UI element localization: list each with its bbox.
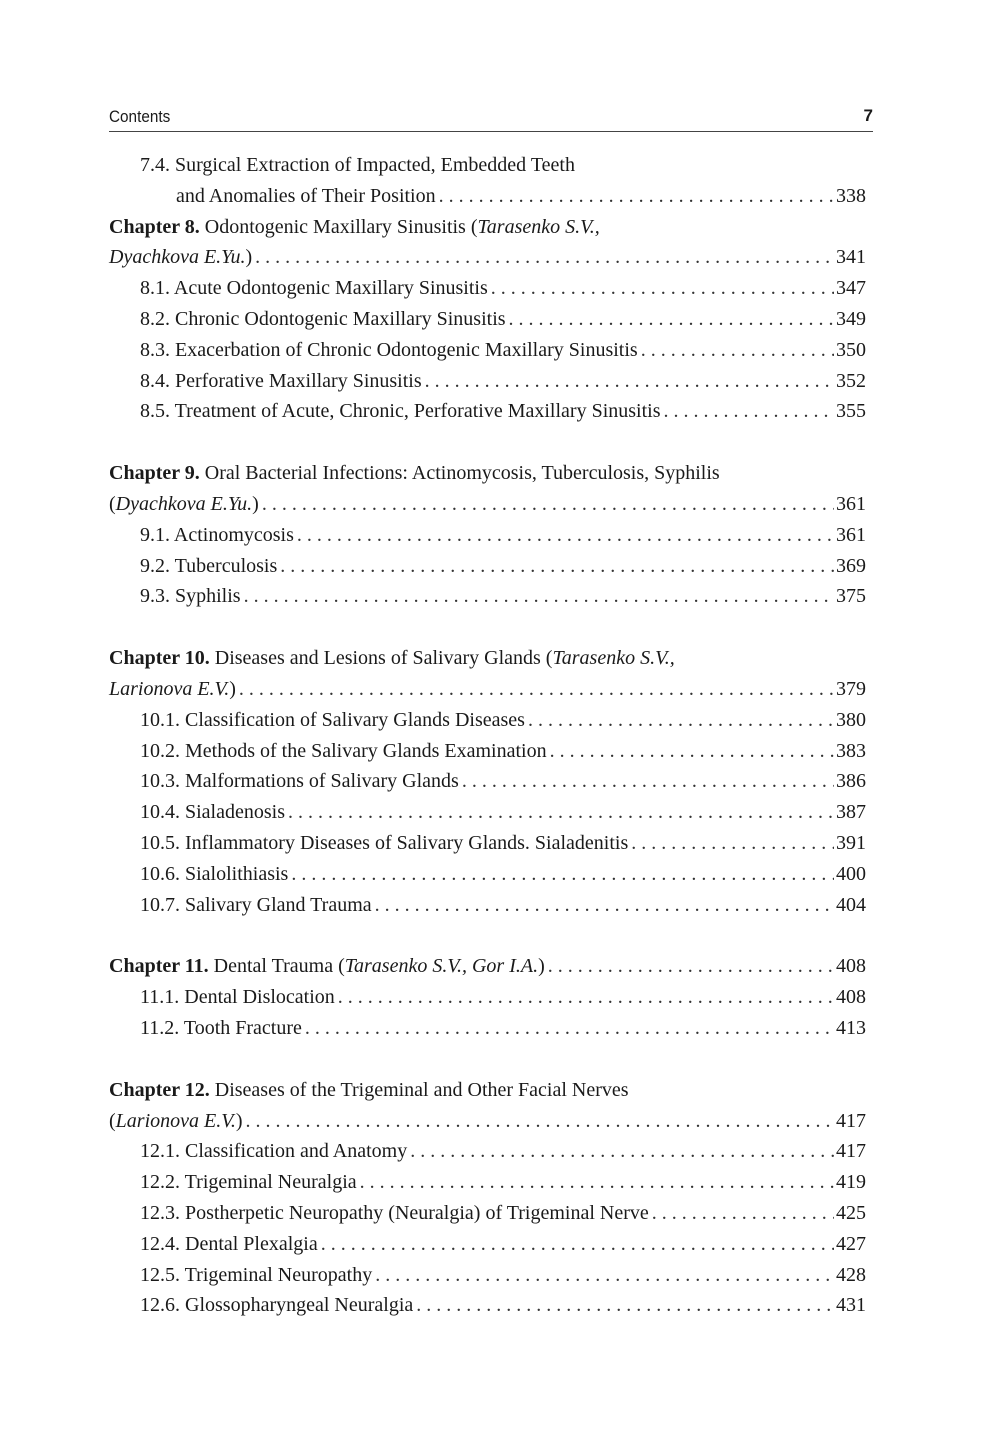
toc-entry-title: 12.4. Dental Plexalgia (140, 1232, 318, 1255)
chapter-title: Diseases of the Trigeminal and Other Facial Nerves (214, 1078, 629, 1101)
chapter-8-heading-line1 (109, 212, 866, 243)
toc-page-number: 387 (836, 801, 866, 824)
toc-entry-title: 10.7. Salivary Gland Trauma (140, 893, 372, 916)
toc-page-number: 419 (836, 1171, 866, 1194)
toc-entry-11-2[interactable] (109, 1013, 866, 1044)
chapter-label: Chapter 11. (109, 955, 209, 978)
toc-page-number: 383 (836, 739, 866, 762)
toc-page-number: 380 (836, 708, 866, 731)
dot-leader (410, 1136, 834, 1167)
dot-leader (288, 797, 834, 828)
dot-leader (291, 859, 834, 890)
dot-leader (246, 1106, 834, 1137)
dot-leader (664, 396, 835, 427)
toc-page-number: 350 (836, 338, 866, 361)
dot-leader (305, 1013, 834, 1044)
dot-leader (239, 674, 834, 705)
toc-page-number: 341 (836, 246, 866, 269)
dot-leader (321, 1229, 834, 1260)
toc-page-number: 425 (836, 1201, 866, 1224)
toc-page-number: 427 (836, 1232, 866, 1255)
chapter-authors: Tarasenko S.V., (552, 647, 675, 670)
toc-entry-title: 12.5. Trigeminal Neuropathy (140, 1263, 373, 1286)
toc-entry-12-1[interactable] (109, 1136, 866, 1167)
running-head (109, 104, 873, 132)
toc-page-number: 408 (836, 986, 866, 1009)
dot-leader (375, 890, 834, 921)
toc-entry-8-1[interactable] (109, 273, 866, 304)
toc-page-number: 347 (836, 277, 866, 300)
chapter-11-heading[interactable] (109, 951, 866, 982)
opening-paren: ( (109, 492, 116, 515)
closing-paren: ) (538, 955, 545, 978)
toc-entry-10-1[interactable] (109, 705, 866, 736)
toc-page-number: 400 (836, 862, 866, 885)
toc-entry-title: 9.1. Actinomycosis (140, 523, 294, 546)
toc-page-number: 361 (836, 492, 866, 515)
chapter-12-heading-line1 (109, 1075, 866, 1106)
dot-leader (244, 581, 834, 612)
chapter-authors: Tarasenko S.V., (477, 215, 600, 238)
toc-page-number: 417 (836, 1140, 866, 1163)
toc-entry-title: 11.2. Tooth Fracture (140, 1016, 302, 1039)
dot-leader (360, 1167, 834, 1198)
chapter-authors: Larionova E.V. (115, 1109, 236, 1132)
table-of-contents (109, 150, 866, 1321)
toc-entry-8-4[interactable] (109, 366, 866, 397)
toc-entry-title: 12.1. Classification and Anatomy (140, 1140, 408, 1163)
chapter-9-heading[interactable] (109, 489, 866, 520)
toc-page-number: 386 (836, 770, 866, 793)
dot-leader (528, 705, 834, 736)
toc-page-number: 369 (836, 554, 866, 577)
toc-entry-title: 12.2. Trigeminal Neuralgia (140, 1171, 357, 1194)
toc-entry-7-4-line1 (109, 150, 866, 181)
dot-leader (375, 1260, 834, 1291)
toc-entry-title: 8.1. Acute Odontogenic Maxillary Sinusitis (140, 277, 488, 300)
toc-page-number: 352 (836, 369, 866, 392)
toc-entry-7-4[interactable] (109, 181, 866, 212)
chapter-10-heading-line1 (109, 643, 866, 674)
running-head-title: Contents (109, 107, 171, 126)
chapter-10-heading[interactable] (109, 674, 866, 705)
closing-paren: ) (235, 1109, 243, 1132)
toc-entry-8-3[interactable] (109, 335, 866, 366)
toc-page-number: 361 (836, 523, 866, 546)
toc-entry-10-7[interactable] (109, 890, 866, 921)
chapter-authors: Tarasenko S.V., Gor I.A. (344, 955, 539, 978)
page-number: 7 (863, 106, 873, 125)
closing-paren: ) (229, 677, 236, 700)
toc-entry-title: 8.4. Perforative Maxillary Sinusitis (140, 369, 422, 392)
toc-page-number: 379 (836, 677, 866, 700)
dot-leader (491, 273, 834, 304)
section-gap (109, 1044, 866, 1075)
toc-entry-10-6[interactable] (109, 859, 866, 890)
toc-entry-title: 10.6. Sialolithiasis (140, 862, 289, 885)
chapter-authors: Dyachkova E.Yu. (109, 246, 246, 269)
toc-page-number: 355 (836, 400, 866, 423)
toc-entry-title: 9.3. Syphilis (140, 585, 241, 608)
section-gap (109, 612, 866, 643)
toc-entry-12-4[interactable] (109, 1229, 866, 1260)
toc-entry-9-3[interactable] (109, 581, 866, 612)
toc-entry-title: 8.5. Treatment of Acute, Chronic, Perforative Maxillary Sinusitis (140, 400, 661, 423)
toc-entry-title: 10.1. Classification of Salivary Glands Diseases (140, 708, 525, 731)
dot-leader (280, 551, 834, 582)
toc-entry-12-3[interactable] (109, 1198, 866, 1229)
toc-entry-title: 10.5. Inflammatory Diseases of Salivary Glands. Sialadenitis (140, 831, 629, 854)
chapter-title: Oral Bacterial Infections: Actinomycosis, Tuberculosis, Syphilis (204, 462, 720, 485)
toc-entry-title: 10.4. Sialadenosis (140, 801, 285, 824)
chapter-title: Odontogenic Maxillary Sinusitis ( (204, 215, 478, 238)
toc-entry-title: 10.2. Methods of the Salivary Glands Examination (140, 739, 547, 762)
toc-page-number: 408 (836, 955, 866, 978)
closing-paren: ) (245, 246, 253, 269)
chapter-8-heading[interactable] (109, 242, 866, 273)
chapter-authors: Dyachkova E.Yu. (115, 492, 253, 515)
dot-leader (550, 736, 834, 767)
toc-entry-8-5[interactable] (109, 396, 866, 427)
chapter-9-heading-line1 (109, 458, 866, 489)
section-gap (109, 427, 866, 458)
dot-leader (641, 335, 834, 366)
dot-leader (631, 828, 834, 859)
toc-entry-title: 11.1. Dental Dislocation (140, 986, 335, 1009)
toc-page-number: 404 (836, 893, 866, 916)
dot-leader (255, 242, 834, 273)
dot-leader (338, 982, 834, 1013)
toc-entry-number: 7.4. (140, 154, 170, 176)
toc-page-number: 417 (836, 1109, 866, 1132)
toc-entry-10-3[interactable] (109, 766, 866, 797)
dot-leader (425, 366, 834, 397)
toc-page-number: 375 (836, 585, 866, 608)
toc-page-number: 413 (836, 1016, 866, 1039)
dot-leader (439, 181, 834, 212)
chapter-label: Chapter 9. (109, 462, 200, 485)
toc-entry-10-5[interactable] (109, 828, 866, 859)
toc-entry-title: 12.3. Postherpetic Neuropathy (Neuralgia) of Trigeminal Nerve (140, 1201, 649, 1224)
toc-entry-12-2[interactable] (109, 1167, 866, 1198)
toc-entry-title: 10.3. Malformations of Salivary Glands (140, 770, 459, 793)
toc-page-number: 349 (836, 307, 866, 330)
dot-leader (462, 766, 834, 797)
chapter-12-heading[interactable] (109, 1106, 866, 1137)
section-gap (109, 920, 866, 951)
toc-entry-9-1[interactable] (109, 520, 866, 551)
toc-entry-10-2[interactable] (109, 736, 866, 767)
toc-page-number: 431 (836, 1294, 866, 1317)
toc-page-number: 338 (836, 184, 866, 207)
toc-entry-title: 9.2. Tuberculosis (140, 554, 278, 577)
toc-entry-12-5[interactable] (109, 1260, 866, 1291)
chapter-title: Diseases and Lesions of Salivary Glands ( (214, 647, 553, 670)
dot-leader (416, 1290, 834, 1321)
chapter-label: Chapter 8. (109, 215, 200, 238)
chapter-authors: Larionova E.V. (109, 677, 230, 700)
toc-page-number: 428 (836, 1263, 866, 1286)
chapter-label: Chapter 12. (109, 1078, 210, 1101)
closing-paren: ) (252, 492, 259, 515)
dot-leader (548, 951, 834, 982)
toc-entry-title: 12.6. Glossopharyngeal Neuralgia (140, 1294, 414, 1317)
toc-entry-title: 8.2. Chronic Odontogenic Maxillary Sinusitis (140, 307, 506, 330)
toc-entry-8-2[interactable] (109, 304, 866, 335)
toc-page-number: 391 (836, 831, 866, 854)
dot-leader (297, 520, 834, 551)
opening-paren: ( (109, 1109, 116, 1132)
toc-entry-12-6[interactable] (109, 1290, 866, 1321)
toc-entry-title: 8.3. Exacerbation of Chronic Odontogenic Maxillary Sinusitis (140, 338, 638, 361)
dot-leader (652, 1198, 834, 1229)
toc-entry-11-1[interactable] (109, 982, 866, 1013)
dot-leader (509, 304, 834, 335)
dot-leader (262, 489, 834, 520)
toc-entry-9-2[interactable] (109, 551, 866, 582)
toc-entry-title: Surgical Extraction of Impacted, Embedded Teeth (175, 154, 575, 176)
toc-entry-title: and Anomalies of Their Position (176, 184, 436, 207)
chapter-title: Dental Trauma ( (213, 955, 345, 978)
chapter-label: Chapter 10. (109, 647, 210, 670)
toc-entry-10-4[interactable] (109, 797, 866, 828)
